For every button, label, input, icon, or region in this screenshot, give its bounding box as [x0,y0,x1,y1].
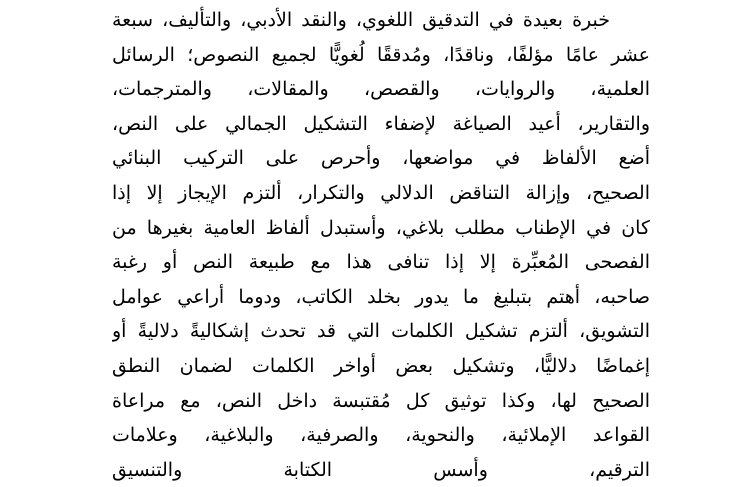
text-line-13: القواعد الإملائية، والنحوية، والصرفية، والبلاغية، وعلامات [112,424,650,447]
text-line-3: العلمية، والروايات، والقصص، والمقالات، والمترجمات، [112,78,650,101]
text-line-12: الصحيح لها، وكذا توثيق كل مُقتبسة داخل النص، مع مراعاة [112,389,650,412]
text-line-2: عشر عامًا مؤلفًا، وناقدًا، ومُدققًا لُغويًّا لجميع النصوص؛ الرسائل [112,43,650,66]
text-line-7: كان في الإطناب مطلب بلاغي، وأستبدل ألفاظ العامية بغيرها من [112,216,650,239]
text-line-5: أضع الألفاظ في مواضعها، وأحرص على التركيب البنائي [112,147,650,170]
text-line-4: والتقارير، أعيد الصياغة لإضفاء التشكيل الجمالي على النص، [112,112,650,135]
text-line-8: الفصحى المُعبِّرة إلا إذا تنافى هذا مع طبيعة النص أو رغبة [112,251,650,274]
text-line-11: إغماضًا دلاليًّا، وتشكيل بعض أواخر الكلمات لضمان النطق [112,354,650,377]
text-line-6: الصحيح، وإزالة التناقض الدلالي والتكرار، ألتزم الإيجاز إلا إذا [112,181,650,204]
text-line-1: خبرة بعيدة في التدقيق اللغوي، والنقد الأدبي، والتأليف، سبعة [112,9,610,31]
text-line-10: التشويق، ألتزم تشكيل الكلمات التي قد تحدث إشكاليةً دلاليةً أو [112,320,650,343]
document-page [112,3,650,487]
text-line-14: الترقيم، وأسس الكتابة والتنسيق [112,458,650,481]
text-line-9: صاحبه، أهتم بتبليغ ما يدور بخلد الكاتب، ودوما أراعي عوامل [112,285,650,308]
